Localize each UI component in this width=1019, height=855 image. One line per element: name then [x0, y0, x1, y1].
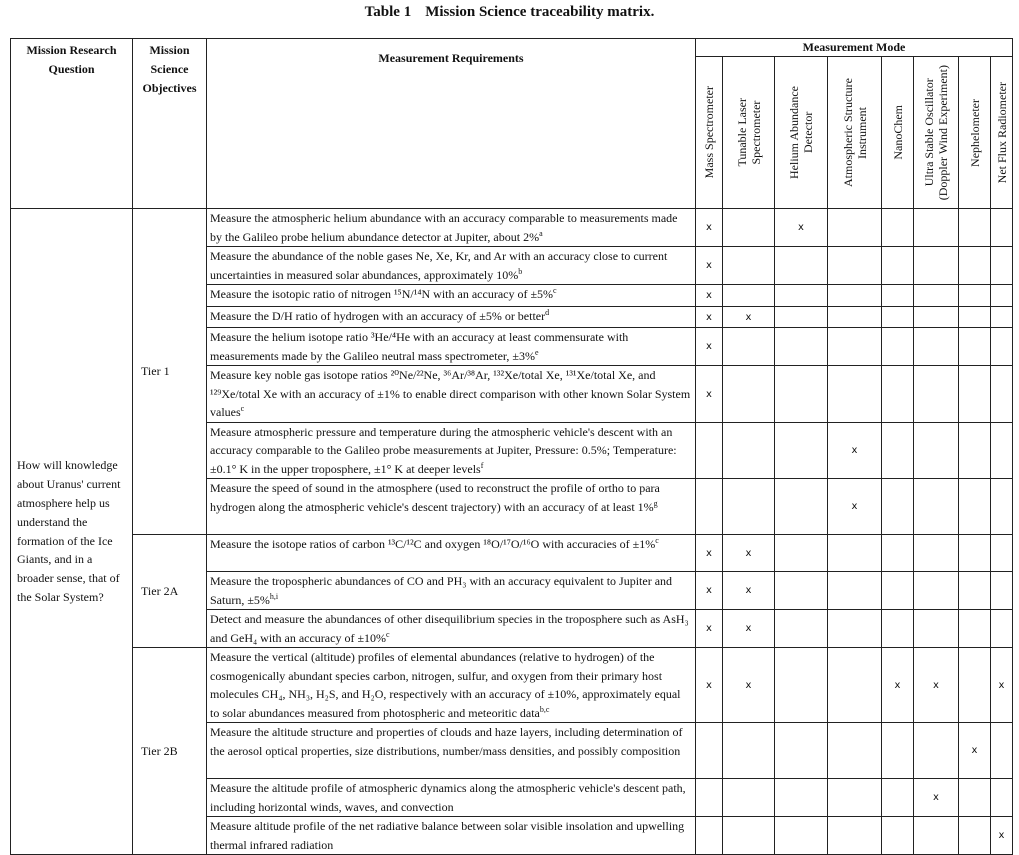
instrument-mark-cell	[775, 328, 828, 366]
instrument-mark-cell	[991, 422, 1013, 479]
requirement-text: Measure the tropospheric abundances of CO and PH₃ with an accuracy equivalent to Jupiter and Saturn, ±5%	[210, 574, 673, 607]
requirement-text: Measure the abundance of the noble gases Ne, Xe, Kr, and Ar with an accuracy close to current uncertainties in measured solar abundances, approximately 10%	[210, 249, 668, 282]
instrument-mark-cell	[959, 422, 991, 479]
instrument-mark-cell	[959, 306, 991, 328]
instrument-mark-cell	[914, 366, 959, 423]
instrument-mark-cell	[696, 535, 723, 572]
instrument-mark-cell	[991, 285, 1013, 307]
instrument-mark-cell	[775, 306, 828, 328]
requirement-text: Measure the isotope ratios of carbon ¹³C/¹²C and oxygen ¹⁸O/¹⁷O/¹⁶O with accuracies of ±1%	[210, 537, 656, 551]
instrument-mark-cell	[828, 648, 882, 723]
instrument-mark-cell	[723, 422, 775, 479]
instrument-mark-cell	[959, 366, 991, 423]
instrument-mark-cell	[723, 366, 775, 423]
instrument-mark-cell	[828, 306, 882, 328]
instrument-mark-cell	[991, 306, 1013, 328]
footnote-marker: c	[386, 629, 390, 639]
instrument-mark-cell	[959, 247, 991, 285]
instrument-mark: x	[706, 679, 712, 691]
instrument-mark-cell	[959, 572, 991, 610]
requirement-cell	[207, 422, 696, 479]
instrument-mark-cell	[828, 610, 882, 648]
requirement-cell	[207, 479, 696, 535]
requirement-cell	[207, 572, 696, 610]
requirement-cell	[207, 817, 696, 855]
instrument-mark-cell	[828, 285, 882, 307]
instrument-mark: x	[998, 830, 1005, 842]
requirement-cell	[207, 648, 696, 723]
requirement-cell	[207, 328, 696, 366]
instrument-mark-cell	[723, 306, 775, 328]
instrument-mark-cell	[723, 247, 775, 285]
instrument-mark-cell	[828, 209, 882, 247]
instrument-mark: x	[706, 623, 712, 635]
requirement-cell	[207, 209, 696, 247]
instrument-mark-cell	[914, 328, 959, 366]
requirement-cell	[207, 366, 696, 423]
instrument-mark: x	[706, 222, 712, 234]
instrument-mark-cell	[723, 572, 775, 610]
instrument-mark: x	[745, 311, 752, 323]
instrument-mark: x	[933, 679, 939, 691]
instrument-mark-cell	[959, 817, 991, 855]
instrument-mark-cell	[882, 328, 914, 366]
instrument-mark-cell	[991, 535, 1013, 572]
requirement-cell	[207, 247, 696, 285]
instrument-mark-cell	[914, 648, 959, 723]
instrument-mark-cell	[828, 572, 882, 610]
header-instrument-nephelometer: Nephelometer	[959, 57, 991, 209]
instrument-mark-cell	[775, 247, 828, 285]
requirement-cell	[207, 610, 696, 648]
header-instrument-net-flux-radiometer: Net Flux Radiometer	[991, 57, 1013, 209]
instrument-mark-cell	[723, 535, 775, 572]
instrument-mark: x	[706, 260, 712, 272]
instrument-mark: x	[851, 501, 858, 513]
instrument-mark-cell	[696, 779, 723, 817]
instrument-mark-cell	[882, 572, 914, 610]
table-title: Mission Science traceability matrix.	[425, 4, 655, 20]
instrument-mark-cell	[696, 366, 723, 423]
instrument-mark: x	[971, 745, 978, 757]
instrument-mark: x	[798, 222, 804, 234]
instrument-mark-cell	[696, 723, 723, 779]
instrument-mark-cell	[828, 328, 882, 366]
footnote-marker: c	[553, 286, 557, 295]
instrument-mark-cell	[991, 572, 1013, 610]
instrument-mark-cell	[914, 779, 959, 817]
table-row	[11, 648, 1013, 723]
instrument-mark-cell	[723, 817, 775, 855]
instrument-mark-cell	[991, 247, 1013, 285]
requirement-text: Measure the helium isotope ratio ³He/⁴He with an accuracy at least commensurate with measurements made by the Galileo neutral mass spectrometer, ±3%	[210, 330, 629, 363]
instrument-mark-cell	[775, 535, 828, 572]
tier-label: Tier 2B	[133, 648, 207, 855]
instrument-mark-cell	[775, 209, 828, 247]
research-question-cell: How will knowledge about Uranus' current atmosphere help us understand the formation of the Ice Giants, and in a broader sense, that of the Solar System?	[11, 209, 133, 855]
requirement-text: Measure the altitude structure and properties of clouds and haze layers, including determination of the aerosol optical properties, size distributions, number/mass densities, and possibly composition	[210, 725, 683, 758]
instrument-mark-cell	[959, 610, 991, 648]
instrument-mark-cell	[882, 479, 914, 535]
instrument-mark: x	[998, 679, 1005, 691]
instrument-mark-cell	[882, 209, 914, 247]
instrument-mark: x	[745, 585, 752, 597]
instrument-mark-cell	[828, 479, 882, 535]
instrument-mark-cell	[882, 306, 914, 328]
instrument-mark-cell	[828, 422, 882, 479]
requirement-text: Measure the isotopic ratio of nitrogen ¹⁵N/¹⁴N with an accuracy of ±5%	[210, 287, 554, 301]
instrument-mark-cell	[723, 723, 775, 779]
instrument-mark: x	[745, 679, 752, 691]
instrument-mark-cell	[882, 247, 914, 285]
instrument-mark-cell	[914, 535, 959, 572]
requirement-text: Measure the speed of sound in the atmosphere (used to reconstruct the profile of ortho to para hydrogen along the atmospheric vehicle's descent trajectory) with an accuracy of at least 1%	[210, 481, 660, 514]
instrument-mark: x	[745, 547, 752, 559]
instrument-mark-cell	[696, 306, 723, 328]
instrument-mark-cell	[828, 247, 882, 285]
instrument-mark-cell	[723, 648, 775, 723]
instrument-mark-cell	[775, 817, 828, 855]
instrument-mark-cell	[696, 572, 723, 610]
footnote-marker: d	[545, 307, 550, 317]
instrument-mark-cell	[882, 535, 914, 572]
instrument-mark: x	[706, 585, 712, 597]
instrument-mark-cell	[882, 610, 914, 648]
instrument-mark-cell	[723, 209, 775, 247]
requirement-text: Measure the altitude profile of atmospheric dynamics along the atmospheric vehicle's descent path, including horizontal winds, waves, and convection	[210, 781, 686, 814]
instrument-mark-cell	[914, 610, 959, 648]
table-row	[11, 535, 1013, 572]
instrument-mark-cell	[959, 779, 991, 817]
requirement-text: Measure altitude profile of the net radiative balance between solar visible insolation and upwelling thermal infrared radiation	[210, 819, 685, 852]
header-research-question: Mission Research Question	[11, 39, 133, 209]
instrument-mark-cell	[696, 479, 723, 535]
requirement-text: Measure atmospheric pressure and temperature during the atmospheric vehicle's descent with an accuracy comparable to the Galileo probe measurements at Jupiter, Pressure: 0.5%; Temperature: ±0.1° K in the upper troposphere, ±1° K at deeper levels	[210, 424, 677, 476]
instrument-mark-cell	[775, 610, 828, 648]
instrument-mark-cell	[991, 328, 1013, 366]
instrument-mark-cell	[828, 817, 882, 855]
instrument-mark-cell	[991, 648, 1013, 723]
requirement-cell	[207, 306, 696, 328]
footnote-marker: c	[655, 536, 659, 545]
tier-label: Tier 1	[133, 209, 207, 535]
instrument-mark-cell	[828, 723, 882, 779]
instrument-mark: x	[706, 341, 712, 353]
instrument-mark-cell	[696, 209, 723, 247]
footnote-marker: b,c	[539, 704, 550, 714]
instrument-mark-cell	[959, 648, 991, 723]
instrument-mark-cell	[723, 328, 775, 366]
instrument-mark-cell	[775, 572, 828, 610]
header-measurement-mode: Measurement Mode	[696, 39, 1013, 57]
footnote-marker: g	[653, 498, 658, 508]
instrument-mark-cell	[775, 422, 828, 479]
instrument-mark: x	[706, 547, 712, 559]
instrument-mark-cell	[914, 285, 959, 307]
instrument-mark-cell	[882, 723, 914, 779]
instrument-mark-cell	[723, 610, 775, 648]
instrument-mark-cell	[696, 285, 723, 307]
table-caption	[0, 4, 1019, 21]
instrument-mark-cell	[914, 572, 959, 610]
instrument-mark-cell	[882, 366, 914, 423]
instrument-mark-cell	[991, 479, 1013, 535]
requirement-cell	[207, 779, 696, 817]
instrument-mark-cell	[882, 779, 914, 817]
footnote-marker: h,i	[269, 591, 279, 601]
instrument-mark-cell	[991, 209, 1013, 247]
footnote-marker: e	[535, 347, 539, 357]
instrument-mark-cell	[991, 610, 1013, 648]
instrument-mark-cell	[696, 422, 723, 479]
instrument-mark-cell	[991, 723, 1013, 779]
header-measurement-requirements: Measurement Requirements	[207, 39, 696, 209]
instrument-mark: x	[851, 445, 858, 456]
instrument-mark: x	[706, 388, 712, 400]
instrument-mark-cell	[828, 366, 882, 423]
instrument-mark-cell	[775, 285, 828, 307]
footnote-marker: b	[518, 266, 523, 276]
instrument-mark: x	[933, 792, 939, 804]
instrument-mark-cell	[775, 648, 828, 723]
requirement-cell	[207, 535, 696, 572]
instrument-mark: x	[894, 679, 901, 691]
header-science-objectives: Mission Science Objectives	[133, 39, 207, 209]
footnote-marker: c	[240, 404, 245, 413]
instrument-mark-cell	[882, 285, 914, 307]
instrument-mark-cell	[723, 479, 775, 535]
table-header	[11, 39, 1013, 209]
requirement-text: Measure the atmospheric helium abundance with an accuracy comparable to measurements made by the Galileo probe helium abundance detector at Jupiter, about 2%	[210, 211, 678, 244]
requirement-text: Detect and measure the abundances of other disequilibrium species in the troposphere such as AsH₃ and GeH₄ with an accuracy of ±10%	[210, 612, 689, 645]
table-row	[11, 209, 1013, 247]
instrument-mark-cell	[959, 723, 991, 779]
instrument-mark-cell	[696, 817, 723, 855]
instrument-mark-cell	[696, 610, 723, 648]
instrument-mark-cell	[959, 535, 991, 572]
instrument-mark: x	[745, 623, 752, 635]
instrument-mark-cell	[696, 328, 723, 366]
instrument-mark-cell	[959, 285, 991, 307]
instrument-mark-cell	[914, 479, 959, 535]
header-instrument-tunable-laser-spectrometer: Tunable Laser Spectrometer	[723, 57, 775, 209]
instrument-mark-cell	[959, 209, 991, 247]
requirement-text: Measure the vertical (altitude) profiles of elemental abundances (relative to hydrogen) of the cosmogenically abundant species carbon, nitrogen, sulfur, and oxygen from their primary host molecules CH₄, NH₃, H₂S, and H₂O, respectively with an accuracy of ±10%, approximately equal to solar abundances measured from photospheric and meteoritic data	[210, 650, 681, 720]
instrument-mark-cell	[882, 422, 914, 479]
requirement-text: Measure key noble gas isotope ratios ²⁰Ne/²²Ne, ³⁶Ar/³⁸Ar, ¹³²Xe/total Xe, ¹³¹Xe/total Xe, and ¹²⁹Xe/total Xe with an accuracy of ±1% to enable direct comparison with other known Solar System values	[210, 368, 691, 419]
instrument-mark: x	[706, 311, 712, 323]
table-body	[11, 209, 1013, 855]
instrument-mark-cell	[696, 247, 723, 285]
instrument-mark-cell	[991, 366, 1013, 423]
instrument-mark-cell	[775, 479, 828, 535]
instrument-mark-cell	[991, 817, 1013, 855]
instrument-mark-cell	[914, 723, 959, 779]
table-number: Table 1	[364, 4, 412, 20]
instrument-mark-cell	[991, 779, 1013, 817]
instrument-mark-cell	[914, 306, 959, 328]
instrument-mark-cell	[914, 247, 959, 285]
requirement-cell	[207, 285, 696, 307]
instrument-mark-cell	[959, 479, 991, 535]
instrument-mark-cell	[775, 779, 828, 817]
header-instrument-atmospheric-structure: Atmospheric Structure Instrument	[828, 57, 882, 209]
instrument-mark-cell	[775, 366, 828, 423]
instrument-mark-cell	[723, 779, 775, 817]
instrument-mark-cell	[882, 817, 914, 855]
header-instrument-mass-spectrometer: Mass Spectrometer	[696, 57, 723, 209]
header-instrument-nanochem: NanoChem	[882, 57, 914, 209]
instrument-mark-cell	[828, 535, 882, 572]
requirement-cell	[207, 723, 696, 779]
header-instrument-helium-abundance-detector: Helium Abundance Detector	[775, 57, 828, 209]
header-instrument-ultra-stable-oscillator: Ultra Stable Oscillator (Doppler Wind Experiment)	[914, 57, 959, 209]
requirement-text: Measure the D/H ratio of hydrogen with an accuracy of ±5% or better	[210, 308, 546, 323]
footnote-marker: a	[539, 228, 543, 238]
instrument-mark-cell	[959, 328, 991, 366]
instrument-mark-cell	[828, 779, 882, 817]
instrument-mark-cell	[723, 285, 775, 307]
instrument-mark-cell	[914, 209, 959, 247]
footnote-marker: f	[480, 460, 484, 470]
instrument-mark-cell	[914, 422, 959, 479]
instrument-mark: x	[706, 290, 712, 301]
traceability-matrix-table	[10, 38, 1013, 855]
instrument-mark-cell	[914, 817, 959, 855]
tier-label: Tier 2A	[133, 535, 207, 648]
instrument-mark-cell	[696, 648, 723, 723]
instrument-mark-cell	[882, 648, 914, 723]
instrument-mark-cell	[775, 723, 828, 779]
